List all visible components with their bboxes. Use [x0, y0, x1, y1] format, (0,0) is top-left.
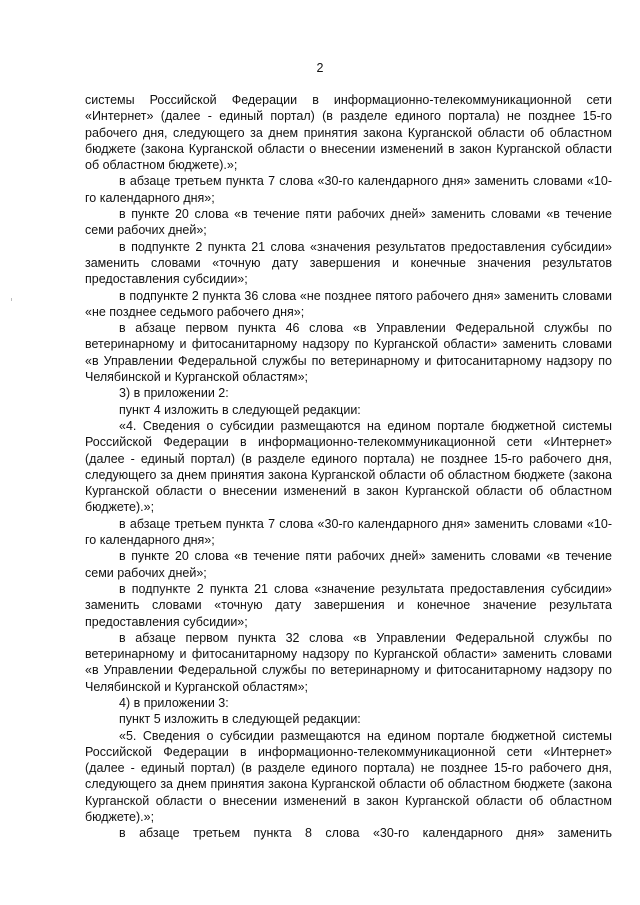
- margin-mark: [11, 298, 12, 301]
- paragraph-amendment: в абзаце третьем пункта 7 слова «30-го календарного дня» заменить словами «10-го календарного дня»;: [85, 516, 612, 548]
- paragraph-amendment: в подпункте 2 пункта 21 слова «значение результата предоставления субсидии» заменить словами «точную дату завершения и конечное значение результата предоставления субсидии»;: [85, 581, 612, 629]
- paragraph-instruction: пункт 5 изложить в следующей редакции:: [119, 712, 361, 727]
- section-heading: 4) в приложении 3:: [119, 695, 229, 710]
- paragraph-amendment: в абзаце первом пункта 46 слова «в Управлении Федеральной службы по ветеринарному и фитосанитарному надзору по Курганской области» заменить словами «в Управлении Федеральной службы по ветеринарному и фитосанитарному надзору по Челябинской и Курганской областям»;: [85, 321, 612, 385]
- paragraph-amendment: в пункте 20 слова «в течение пяти рабочих дней» заменить словами «в течение семи рабочих дней»;: [85, 207, 612, 238]
- paragraph-instruction: пункт 4 изложить в следующей редакции:: [119, 402, 361, 417]
- paragraph-amendment: в подпункте 2 пункта 36 слова «не позднее пятого рабочего дня» заменить словами «не позднее седьмого рабочего дня»;: [85, 288, 612, 319]
- paragraph-quoted: «4. Сведения о субсидии размещаются на едином портале бюджетной системы Российской Федерации в информационно-телекоммуникационной сети «Интернет» (далее - единый портал) (в разделе единого портала) не позднее 15-го рабочего дня, следующего за днем принятия закона Курганской области об областном бюджете (закона Курганской области о внесении изменений в закон Курганской области об областном бюджете).»;: [85, 418, 612, 515]
- paragraph-amendment: в подпункте 2 пункта 21 слова «значения результатов предоставления субсидии» заменить словами «точную дату завершения и конечные значения результатов предоставления субсидии»;: [85, 239, 612, 287]
- paragraph-quoted: «5. Сведения о субсидии размещаются на едином портале бюджетной системы Российской Федерации в информационно-телекоммуникационной сети «Интернет» (далее - единый портал) (в разделе единого портала) не позднее 15-го рабочего дня, следующего за днем принятия закона Курганской области об областном бюджете (закона Курганской области о внесении изменений в закон Курганской области об областном бюджете).»;: [85, 728, 612, 825]
- document-body: [85, 92, 612, 842]
- paragraph-amendment: в пункте 20 слова «в течение пяти рабочих дней» заменить словами «в течение семи рабочих дней»;: [85, 549, 612, 580]
- section-heading: 3) в приложении 2:: [119, 386, 229, 401]
- paragraph-amendment: в абзаце первом пункта 32 слова «в Управлении Федеральной службы по ветеринарному и фитосанитарному надзору по Курганской области» заменить словами «в Управлении Федеральной службы по ветеринарному и фитосанитарному надзору по Челябинской и Курганской областям»;: [85, 630, 612, 694]
- paragraph-continuation: системы Российской Федерации в информационно-телекоммуникационной сети «Интернет» (далее - единый портал) (в разделе единого портала) не позднее 15-го рабочего дня, следующего за днем принятия закона Курганской области об областном бюджете (закона Курганской области о внесении изменений в закон Курганской области об областном бюджете).»;: [85, 93, 612, 173]
- paragraph-amendment: в абзаце третьем пункта 8 слова «30-го календарного дня» заменить: [119, 826, 612, 841]
- paragraph-amendment: в абзаце третьем пункта 7 слова «30-го календарного дня» заменить словами «10-го календарного дня»;: [85, 174, 612, 205]
- page-number: 2: [316, 61, 324, 75]
